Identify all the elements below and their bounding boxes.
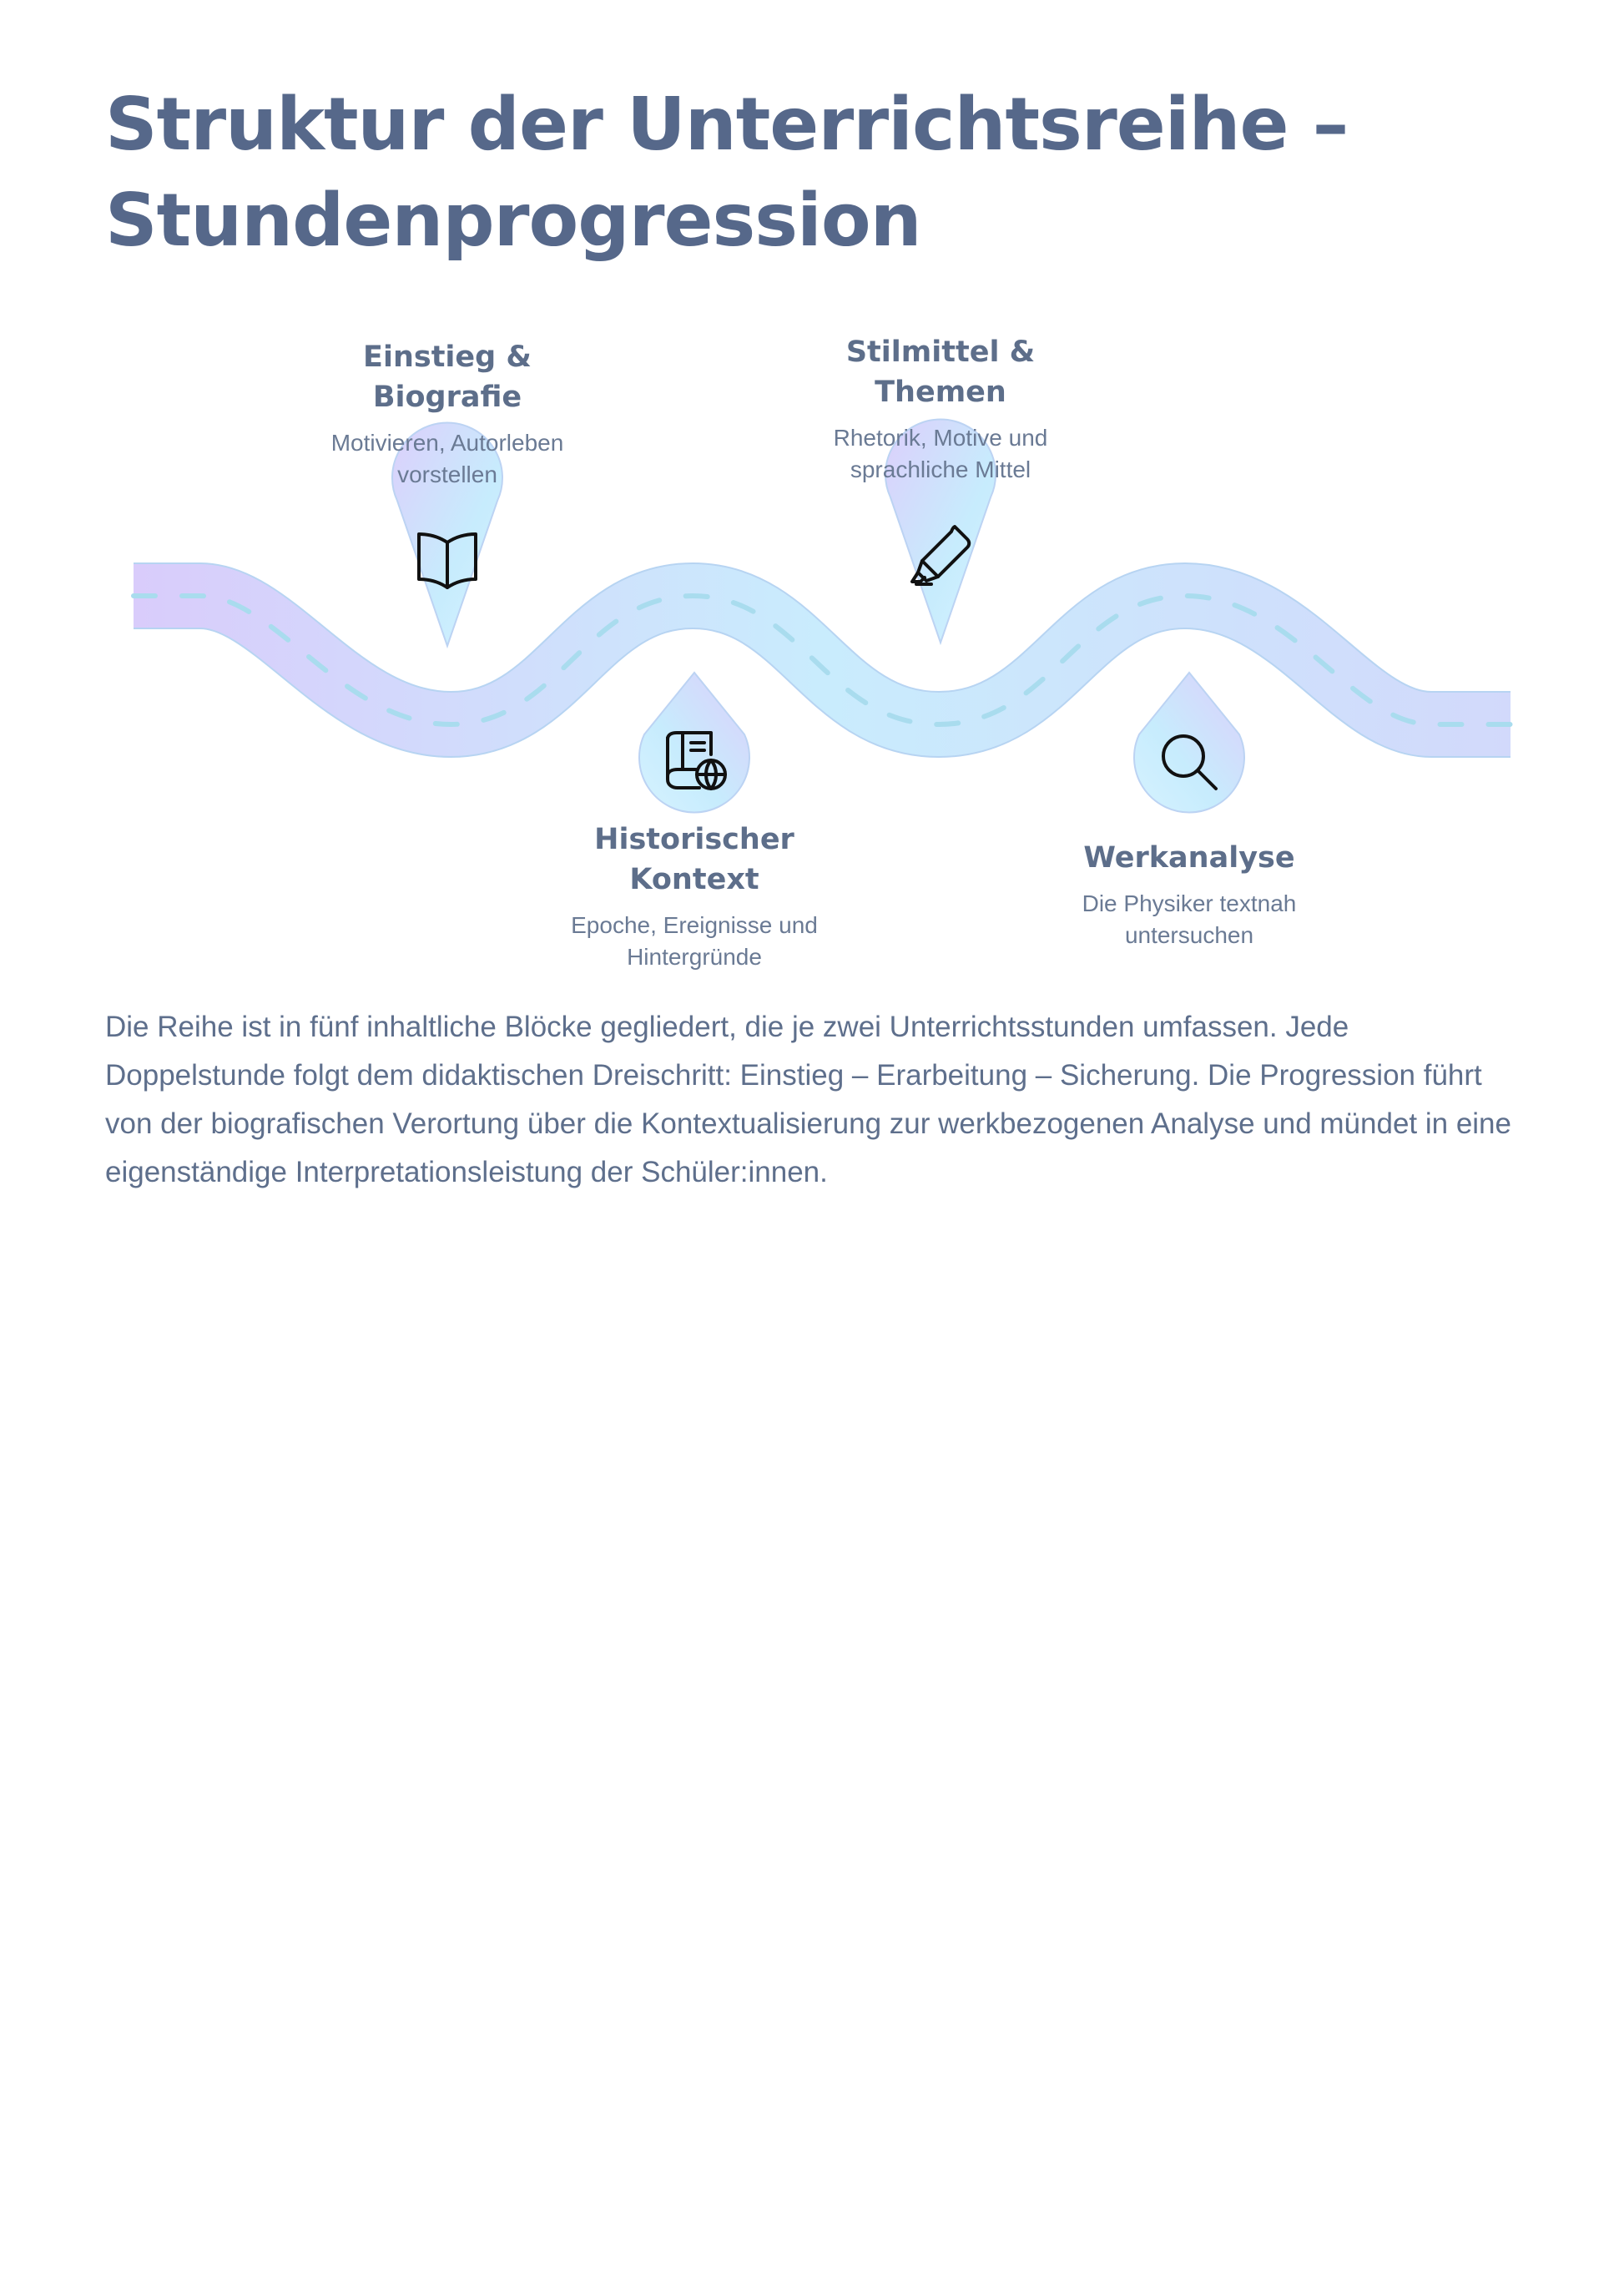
station-pin-4 <box>1134 673 1244 812</box>
station-2-description: Epoche, Ereignisse und Hintergründe <box>571 912 818 970</box>
station-4-description: Die Physiker textnah untersuchen <box>1082 890 1297 948</box>
station-2 <box>536 820 853 973</box>
station-2-title: Historischer Kontext <box>594 823 794 896</box>
station-3-title: Stilmittel & Themen <box>845 335 1036 409</box>
intro-paragraph: Die Reihe ist in fünf inhaltliche Blöcke gegliedert, die je zwei Unterrichtsstunden umfassen. Jede Doppelstunde folgt dem didaktischen Dreischritt: Einstieg – Erarbeitung – Sicherung. Die Progression führt von der biografischen Verortung über die Kontextualisierung zur werkbezogenen Analyse und mündet in eine eigenständige Interpretationsleistung der Schüler:innen. <box>105 1011 1511 1188</box>
road <box>134 596 1511 724</box>
station-3 <box>782 332 1099 486</box>
station-1-description: Motivieren, Autorleben vorstellen <box>330 430 564 487</box>
station-1-title: Einstieg & Biografie <box>363 340 532 414</box>
station-pin-2 <box>639 673 749 812</box>
station-4-title: Werkanalyse <box>1083 841 1295 875</box>
station-1 <box>289 337 606 491</box>
road-surface <box>134 596 1511 724</box>
page-title: Struktur der Unterrichtsreihe – Stundenprogression <box>105 82 1349 263</box>
station-4 <box>1031 838 1348 951</box>
roadmap-diagram <box>0 317 1624 985</box>
station-3-description: Rhetorik, Motive und sprachliche Mittel <box>833 425 1048 482</box>
